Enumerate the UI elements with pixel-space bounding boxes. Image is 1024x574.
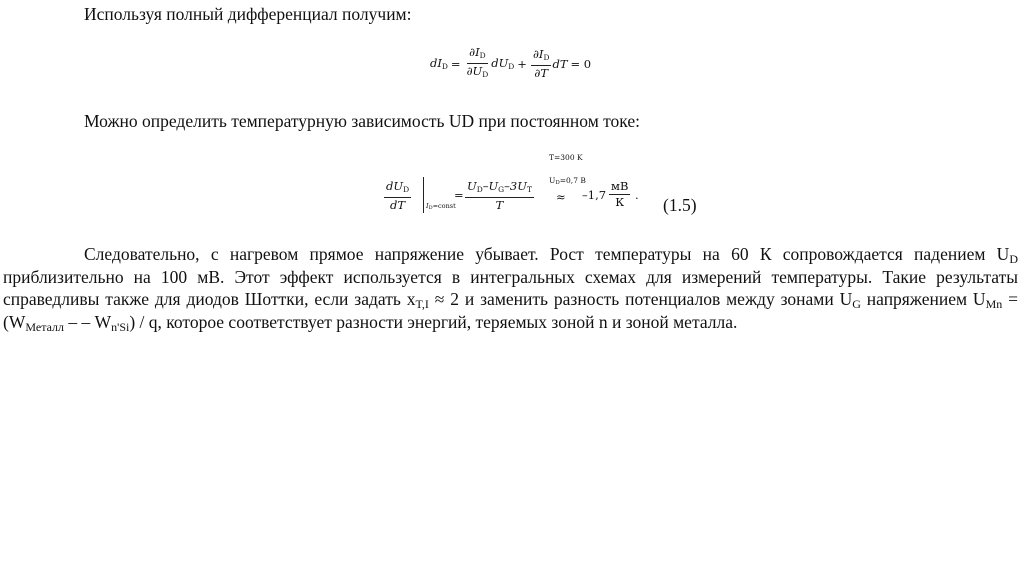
eq1-lhs: $dI_D$ bbox=[430, 56, 448, 71]
eq2-equals: = bbox=[454, 188, 464, 202]
eq1-equals: = bbox=[450, 56, 461, 71]
eq2-unit-fraction: мВ К bbox=[611, 179, 629, 209]
intro-line-2: Можно определить температурную зависимость UD при постоянном токе: bbox=[84, 111, 641, 131]
eq2-condition-voltage: $U_D=0,7$ B bbox=[549, 176, 586, 186]
eq2-rhs-fraction: $\frac{U_D-U_G-3U_T}{T}$ bbox=[467, 179, 532, 212]
eq2-evaluation-condition: $I_D=const$ bbox=[426, 202, 456, 211]
equation-number: (1.5) bbox=[663, 195, 697, 215]
eq2-approx: ≈ bbox=[556, 190, 566, 204]
eq2-evaluation-bar bbox=[423, 177, 424, 213]
eq2-condition-temperature: T=300 K bbox=[549, 153, 583, 162]
eq1-rhs: = 0 bbox=[570, 56, 592, 71]
equation-total-differential bbox=[430, 46, 594, 81]
eq1-term-2: dT bbox=[552, 56, 568, 71]
intro-line-1: Используя полный дифференциал получим: bbox=[84, 4, 412, 24]
eq1-fraction-2: $\frac{\partial I_D}{\partial T}$ bbox=[532, 46, 550, 80]
eq2-period: . bbox=[635, 188, 639, 202]
equation-temperature-dependence bbox=[383, 153, 703, 223]
body-paragraph: Следовательно, с нагревом прямое напряжение убывает. Рост температуры на 60 К сопровождается падением $U_D$ приблизительно на 100 мВ. Этот эффект используется в интегральных схемах для измерений температуры. Такие результаты справедливы также для диодов Шоттки, если задать $x_{T,I} \approx 2$ и заменить разность потенциалов между зонами $U_G$ напряжением $U_{Mn} = (W_{Металл}$ – – $W_{n'Si}$) / q, которое соответствует разности энергий, теряемых зоной n и зоной металла. bbox=[3, 244, 1018, 334]
eq2-lhs-fraction: $dU_D$ dT bbox=[386, 179, 410, 212]
eq1-fraction-1: $\frac{\partial I_D}{\partial U_D}$ bbox=[466, 45, 489, 79]
eq1-term-1: $dU_D$ bbox=[491, 56, 515, 71]
eq1-plus: + bbox=[517, 56, 527, 71]
eq2-value: –1,7 bbox=[582, 188, 607, 202]
